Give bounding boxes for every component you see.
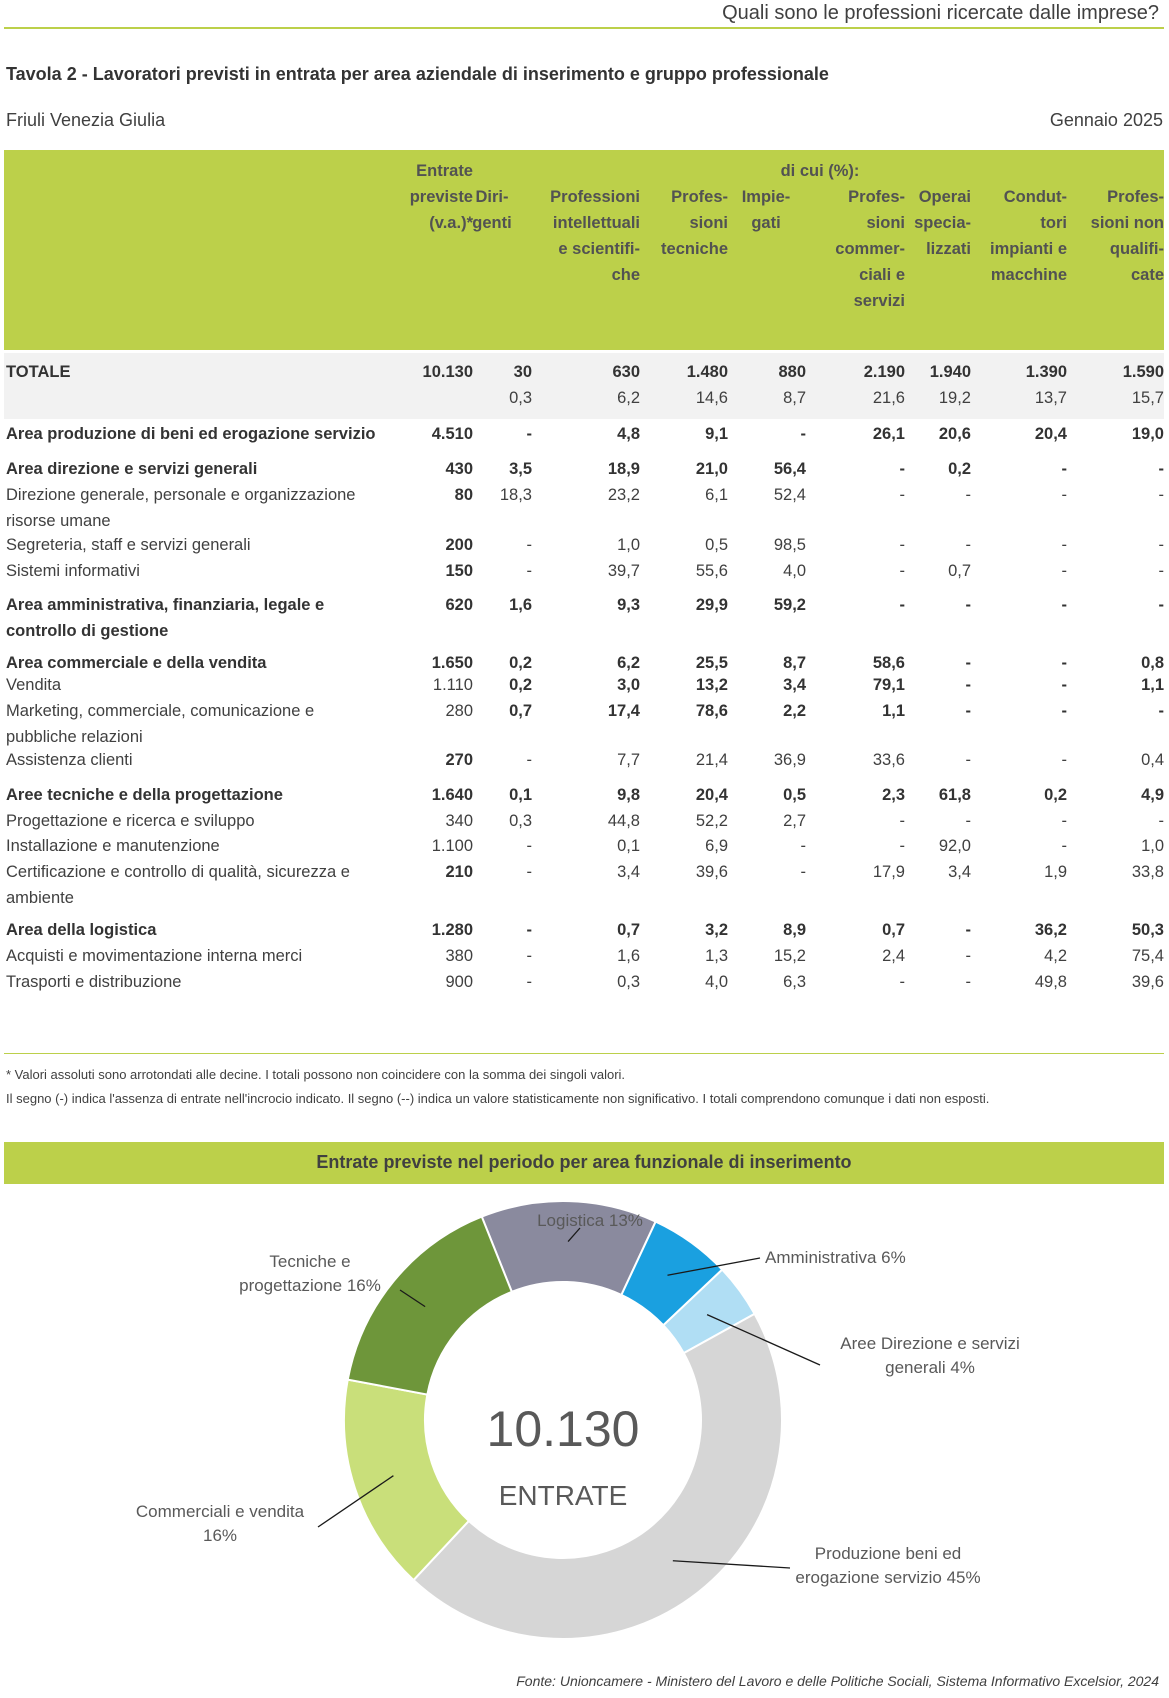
row-label: Assistenza clienti <box>6 751 133 769</box>
table-cell: 80 <box>454 486 473 504</box>
table-cell: - <box>965 536 971 554</box>
donut-slice-label: Aree Direzione e servizi generali 4% <box>840 1334 1020 1377</box>
row-label: Installazione e manutenzione <box>6 837 220 855</box>
table-row <box>0 592 1169 640</box>
table-cell: 23,2 <box>607 486 640 504</box>
table-cell: - <box>1061 460 1067 478</box>
table-cell: 4,0 <box>705 973 728 991</box>
table-cell: 33,8 <box>1131 863 1164 881</box>
table-cell: - <box>899 460 905 478</box>
table-cell: 630 <box>612 363 640 381</box>
table-cell: 20,6 <box>938 425 971 443</box>
table-cell: 56,4 <box>773 460 806 478</box>
table-cell: 0,5 <box>783 786 806 804</box>
donut-center-label: ENTRATE <box>498 1480 628 1511</box>
table-cell: 29,9 <box>695 596 728 614</box>
row-label: Area produzione di beni ed erogazione servizio <box>6 425 376 443</box>
table-cell: - <box>526 973 532 991</box>
table-cell: - <box>1061 751 1067 769</box>
table-cell: 9,8 <box>617 786 640 804</box>
table-cell: 13,7 <box>1034 389 1067 407</box>
table-cell: 61,8 <box>938 786 971 804</box>
table-cell: 6,1 <box>705 486 728 504</box>
donut-slice-label: Produzione beni ed erogazione servizio 45% <box>795 1544 981 1587</box>
row-label: Segreteria, staff e servizi generali <box>6 536 251 554</box>
table-cell: - <box>965 486 971 504</box>
table-cell: - <box>899 486 905 504</box>
table-cell: 3,0 <box>617 676 640 694</box>
table-cell: 3,4 <box>617 863 640 881</box>
table-cell: 55,6 <box>695 562 728 580</box>
table-cell: 3,4 <box>948 863 971 881</box>
table-cell: 15,2 <box>773 947 806 965</box>
table-cell: - <box>1158 486 1164 504</box>
table-cell: 25,5 <box>695 654 728 672</box>
region-label: Friuli Venezia Giulia <box>6 110 166 130</box>
table-cell: 59,2 <box>773 596 806 614</box>
table-cell: - <box>1061 676 1067 694</box>
table-cell: 0,7 <box>948 562 971 580</box>
table-cell: 200 <box>445 536 473 554</box>
table-cell: - <box>1061 536 1067 554</box>
table-cell: - <box>965 947 971 965</box>
table-cell: 4,8 <box>617 425 640 443</box>
table-cell: 1.100 <box>431 837 473 855</box>
row-label: Direzione generale, personale e organizzazione risorse umane <box>6 486 356 530</box>
table-cell: 36,9 <box>773 751 806 769</box>
table-cell: 0,7 <box>509 702 532 720</box>
table-cell: 2,3 <box>882 786 905 804</box>
table-cell: - <box>1158 562 1164 580</box>
table-cell: - <box>526 425 532 443</box>
table-cell: - <box>800 425 806 443</box>
table-cell: 0,3 <box>617 973 640 991</box>
table-cell: 49,8 <box>1034 973 1067 991</box>
table-row <box>0 359 1169 385</box>
table-cell: 19,0 <box>1131 425 1164 443</box>
table-cell: 18,9 <box>607 460 640 478</box>
table-cell: - <box>899 973 905 991</box>
table-cell: 0,7 <box>617 921 640 939</box>
header-divider <box>4 27 1164 29</box>
table-cell: - <box>965 676 971 694</box>
table-cell: 1.650 <box>431 654 473 672</box>
row-label: Progettazione e ricerca e sviluppo <box>6 812 255 830</box>
table-cell: 9,3 <box>617 596 640 614</box>
source-note: Fonte: Unioncamere - Ministero del Lavoro e delle Politiche Sociali, Sistema Informativo Excelsior, 2024 <box>516 1673 1159 1689</box>
table-cell: - <box>526 751 532 769</box>
table-cell: 4,0 <box>783 562 806 580</box>
table-cell: - <box>1158 812 1164 830</box>
chart-title: Entrate previste nel periodo per area funzionale di inserimento <box>316 1152 852 1172</box>
table-row <box>0 747 1169 773</box>
table-cell: 2.190 <box>863 363 905 381</box>
table-cell: 14,6 <box>695 389 728 407</box>
table-row <box>0 969 1169 995</box>
col-header-3: Profes- sioni tecniche <box>661 188 728 258</box>
table-cell: 6,2 <box>617 654 640 672</box>
table-cell: 880 <box>778 363 806 381</box>
table-cell: 4.510 <box>431 425 473 443</box>
table-row <box>0 808 1169 834</box>
table-cell: - <box>1061 654 1067 672</box>
table-cell: 52,2 <box>695 812 728 830</box>
table-cell: 3,5 <box>509 460 532 478</box>
table-cell: 26,1 <box>872 425 905 443</box>
table-cell: 900 <box>445 973 473 991</box>
table-cell: 7,7 <box>617 751 640 769</box>
table-cell: 340 <box>445 812 473 830</box>
table-cell: 75,4 <box>1131 947 1164 965</box>
table-cell: 2,4 <box>882 947 905 965</box>
row-label: TOTALE <box>6 363 71 381</box>
table-cell: - <box>1061 486 1067 504</box>
table-cell: - <box>1158 596 1164 614</box>
table-cell: - <box>526 562 532 580</box>
table-cell: - <box>526 921 532 939</box>
table-cell: 9,1 <box>705 425 728 443</box>
table-row <box>0 833 1169 859</box>
row-label: Area amministrativa, finanziaria, legale e controllo di gestione <box>6 596 325 640</box>
table-cell: - <box>526 536 532 554</box>
row-label: Vendita <box>6 676 62 694</box>
table-row <box>0 859 1169 907</box>
table-cell: - <box>965 973 971 991</box>
table-row <box>0 482 1169 530</box>
col-header-6: Operai specia- lizzati <box>914 188 971 258</box>
table-cell: - <box>965 654 971 672</box>
table-row <box>0 385 1169 411</box>
table-cell: 430 <box>445 460 473 478</box>
table-cell: - <box>1061 702 1067 720</box>
table-cell: - <box>1061 562 1067 580</box>
table-cell: - <box>1061 812 1067 830</box>
table-cell: 1,0 <box>1141 837 1164 855</box>
table-cell: 20,4 <box>1034 425 1067 443</box>
table-cell: 8,7 <box>783 654 806 672</box>
table-cell: - <box>1061 837 1067 855</box>
table-cell: 6,9 <box>705 837 728 855</box>
table-cell: - <box>800 863 806 881</box>
table-cell: 33,6 <box>872 751 905 769</box>
table-cell: - <box>526 863 532 881</box>
table-cell: 19,2 <box>938 389 971 407</box>
col-header-entrate: Entrate previstе (v.a.)* <box>409 162 473 232</box>
table-cell: 3,4 <box>783 676 806 694</box>
table-cell: 270 <box>445 751 473 769</box>
table-cell: 0,2 <box>509 676 532 694</box>
table-cell: 1.280 <box>431 921 473 939</box>
row-label: Marketing, commerciale, comunicazione e pubbliche relazioni <box>6 702 315 746</box>
table-cell: 1,1 <box>882 702 905 720</box>
table-cell: 13,2 <box>695 676 728 694</box>
table-cell: - <box>965 812 971 830</box>
table-cell: 1,9 <box>1044 863 1067 881</box>
table-cell: 20,4 <box>695 786 728 804</box>
table-cell: 30 <box>513 363 532 381</box>
row-label: Aree tecniche e della progettazione <box>6 786 283 804</box>
row-label: Area della logistica <box>6 921 157 939</box>
table-cell: 150 <box>445 562 473 580</box>
table-cell: 280 <box>445 702 473 720</box>
table-cell: 92,0 <box>938 837 971 855</box>
table-cell: 50,3 <box>1131 921 1164 939</box>
donut-slice-label: Commerciali e vendita 16% <box>135 1502 305 1545</box>
table-cell: 1,1 <box>1141 676 1164 694</box>
col-header-4: Impie- gati <box>741 188 791 232</box>
table-cell: - <box>899 562 905 580</box>
table-cell: 1,3 <box>705 947 728 965</box>
row-label: Area commerciale e della vendita <box>6 654 267 672</box>
table-cell: 44,8 <box>607 812 640 830</box>
table-cell: 1.480 <box>686 363 728 381</box>
table-cell: 79,1 <box>872 676 905 694</box>
donut-slice-label: Amministrativa 6% <box>765 1248 906 1267</box>
table-cell: 39,6 <box>1131 973 1164 991</box>
table-note-2: Il segno (-) indica l'assenza di entrate nell'incrocio indicato. Il segno (--) indica un valore statisticamente non significativo. I totali comprendono comunque i dati non esposti. <box>6 1091 990 1106</box>
table-cell: 4,9 <box>1141 786 1164 804</box>
table-cell: 17,9 <box>872 863 905 881</box>
table-row <box>0 943 1169 969</box>
table-cell: - <box>899 812 905 830</box>
table-cell: 8,7 <box>783 389 806 407</box>
col-header-2: Professioni intellettuali e scientifi- che <box>550 188 640 284</box>
page-header-title: Quali sono le professioni ricercate dalle imprese? <box>722 2 1159 24</box>
table-cell: 3,2 <box>705 921 728 939</box>
table-cell: - <box>526 947 532 965</box>
table-cell: 380 <box>445 947 473 965</box>
table-cell: - <box>1061 596 1067 614</box>
table-cell: 18,3 <box>499 486 532 504</box>
table-row <box>0 917 1169 943</box>
table-cell: 0,5 <box>705 536 728 554</box>
table-title: Tavola 2 - Lavoratori previsti in entrata per area aziendale di inserimento e gruppo professionale <box>6 64 829 84</box>
col-header-1: Diri- genti <box>472 188 512 232</box>
table-cell: 6,3 <box>783 973 806 991</box>
row-label: Trasporti e distribuzione <box>6 973 182 991</box>
table-cell: 0,2 <box>948 460 971 478</box>
table-cell: 1.390 <box>1025 363 1067 381</box>
col-header-dicui: di cui (%): <box>780 162 860 180</box>
table-cell: - <box>899 536 905 554</box>
table-cell: - <box>526 837 532 855</box>
table-cell: 8,9 <box>783 921 806 939</box>
table-cell: - <box>1158 702 1164 720</box>
table-cell: 15,7 <box>1131 389 1164 407</box>
donut-slice-label: Tecniche e progettazione 16% <box>239 1252 381 1295</box>
table-cell: 0,7 <box>882 921 905 939</box>
table-cell: - <box>899 837 905 855</box>
table-cell: 21,6 <box>872 389 905 407</box>
table-cell: 4,2 <box>1044 947 1067 965</box>
table-note-1: * Valori assoluti sono arrotondati alle decine. I totali possono non coincidere con la somma dei singoli valori. <box>6 1067 626 1082</box>
table-cell: - <box>1158 536 1164 554</box>
table-cell: 21,4 <box>695 751 728 769</box>
row-label: Sistemi informativi <box>6 562 140 580</box>
col-header-8: Profes- sioni non qualifi- cate <box>1090 188 1164 284</box>
row-label: Area direzione e servizi generali <box>6 460 258 478</box>
table-cell: 0,1 <box>617 837 640 855</box>
table-cell: 1.110 <box>432 676 473 694</box>
table-row <box>0 558 1169 584</box>
table-cell: 2,7 <box>783 812 806 830</box>
table-cell: - <box>965 751 971 769</box>
table-cell: 0,2 <box>1044 786 1067 804</box>
table-cell: - <box>800 837 806 855</box>
table-cell: 39,7 <box>607 562 640 580</box>
table-cell: 0,8 <box>1141 654 1164 672</box>
donut-slice-label: Logistica 13% <box>537 1211 643 1230</box>
table-cell: 0,1 <box>509 786 532 804</box>
table-cell: 98,5 <box>773 536 806 554</box>
row-label: Acquisti e movimentazione interna merci <box>6 947 303 965</box>
table-cell: 78,6 <box>695 702 728 720</box>
table-cell: 39,6 <box>695 863 728 881</box>
col-header-5: Profes- sioni commer- ciali e servizi <box>835 188 905 310</box>
table-cell: - <box>965 702 971 720</box>
table-bottom-rule <box>4 1053 1164 1054</box>
table-cell: 1.590 <box>1122 363 1164 381</box>
table-cell: 6,2 <box>617 389 640 407</box>
table-cell: 10.130 <box>422 363 473 381</box>
table-cell: 0,3 <box>509 389 532 407</box>
table-cell: 58,6 <box>872 654 905 672</box>
table-cell: 1.640 <box>431 786 473 804</box>
table-cell: 0,2 <box>509 654 532 672</box>
table-row <box>0 456 1169 482</box>
table-row <box>0 421 1169 447</box>
table-cell: - <box>965 596 971 614</box>
row-label: Certificazione e controllo di qualità, sicurezza e ambiente <box>6 863 350 907</box>
table-cell: 1,6 <box>509 596 532 614</box>
table-cell: 620 <box>445 596 473 614</box>
col-header-7: Condut- tori impianti e macchine <box>989 188 1067 284</box>
table-cell: 17,4 <box>607 702 640 720</box>
table-cell: 210 <box>445 863 473 881</box>
table-row <box>0 672 1169 698</box>
table-cell: 1,0 <box>617 536 640 554</box>
table-cell: 36,2 <box>1034 921 1067 939</box>
donut-center-value: 10.130 <box>486 1401 640 1457</box>
table-cell: 0,3 <box>509 812 532 830</box>
table-cell: - <box>965 921 971 939</box>
table-cell: 52,4 <box>773 486 806 504</box>
period-label: Gennaio 2025 <box>1049 110 1163 130</box>
table-row <box>0 532 1169 558</box>
table-cell: - <box>1158 460 1164 478</box>
table-cell: 1,6 <box>617 947 640 965</box>
table-cell: 2,2 <box>783 702 806 720</box>
table-cell: 0,4 <box>1141 751 1164 769</box>
table-row <box>0 698 1169 746</box>
table-cell: 1.940 <box>929 363 971 381</box>
table-cell: - <box>899 596 905 614</box>
table-cell: 21,0 <box>695 460 728 478</box>
table-row <box>0 782 1169 808</box>
